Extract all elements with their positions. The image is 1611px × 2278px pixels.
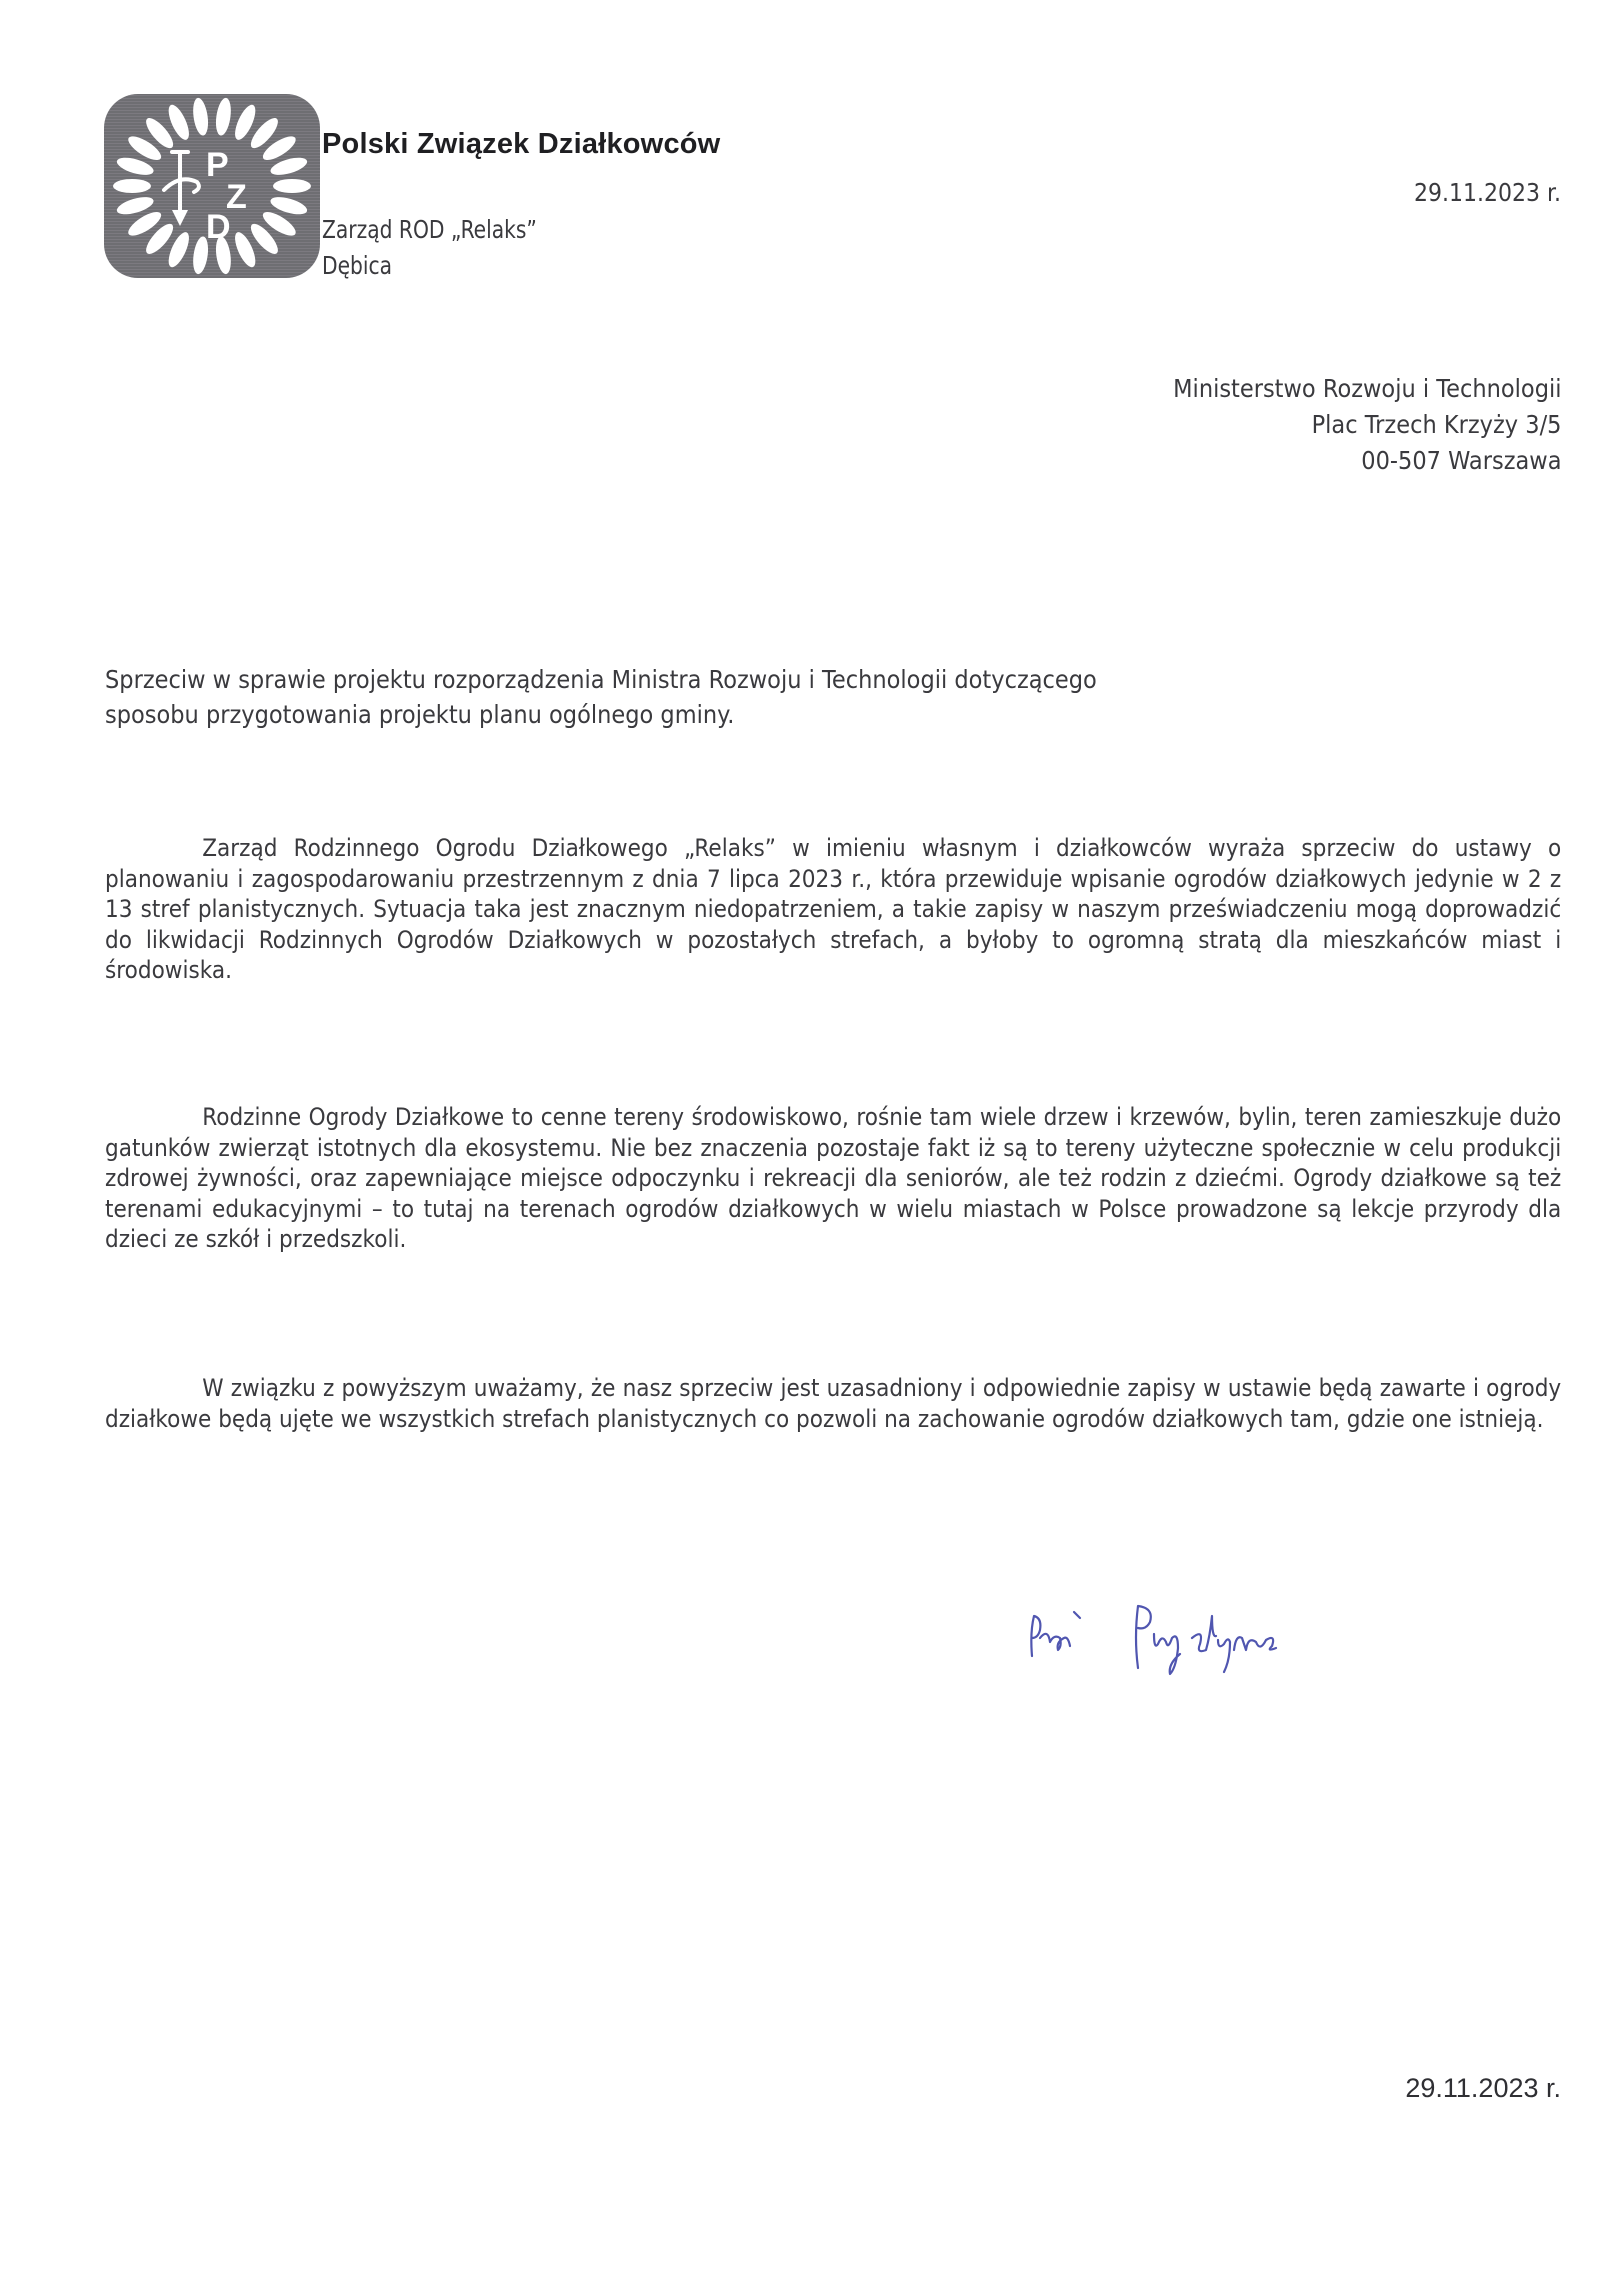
body-paragraph (105, 833, 1561, 986)
recipient-postal-city: 00-507 Warszawa (1360, 446, 1561, 475)
logo-petal (113, 179, 151, 193)
sender-city: Dębica (322, 251, 393, 280)
logo-letter-p: P (206, 146, 229, 184)
body-paragraph (105, 1102, 1561, 1255)
footer-date: 29.11.2023 r. (1405, 2073, 1561, 2103)
handwritten-signature-icon (1020, 1598, 1340, 1678)
sender-block (322, 212, 537, 284)
paragraph-text: W związku z powyższym uważamy, że nasz sprzeciw jest uzasadniony i odpowiednie zapisy w ustawie będą zawarte i ogrody działkowe będą ujęte we wszystkich strefach planistycznych co pozwoli na zachowanie ogrodów działkowych tam, gdzie one istnieją. (105, 1374, 1562, 1433)
body-paragraph (105, 1373, 1561, 1434)
pzd-sunflower-logo-icon (102, 92, 322, 280)
pzd-logo (102, 92, 322, 280)
signature (1020, 1598, 1340, 1678)
letter-date: 29.11.2023 r. (1414, 178, 1561, 207)
organization-name: Polski Związek Działkowców (322, 128, 721, 160)
recipient-name: Ministerstwo Rozwoju i Technologii (1172, 374, 1561, 403)
recipient-street: Plac Trzech Krzyży 3/5 (1311, 410, 1561, 439)
logo-letter-d: D (206, 208, 231, 246)
logo-petal (273, 179, 311, 193)
paragraph-text: Zarząd Rodzinnego Ogrodu Działkowego „Relaks” w imieniu własnym i działkowców wyraża sprzeciw do ustawy o planowaniu i zagospodarowaniu przestrzennym z dnia 7 lipca 2023 r., która przewiduje wpisanie ogrodów działkowych jedynie w 2 z 13 stref planistycznych. Sytuacja taka jest znacznym niedopatrzeniem, a takie zapisy w naszym przeświadczeniu mogą doprowadzić do likwidacji Rodzinnych Ogrodów Działkowych w pozostałych strefach, a byłoby to ogromną stratą dla mieszkańców miast i środowiska. (105, 834, 1562, 984)
board-name: Zarząd ROD „Relaks” (322, 215, 537, 244)
letter-subject: Sprzeciw w sprawie projektu rozporządzenia Ministra Rozwoju i Technologii dotyczącego sposobu przygotowania projektu planu ogólnego gminy. (105, 665, 1097, 729)
recipient-address (1173, 371, 1561, 479)
paragraph-text: Rodzinne Ogrody Działkowe to cenne tereny środowiskowo, rośnie tam wiele drzew i krzewów, bylin, teren zamieszkuje dużo gatunków zwierząt istotnych dla ekosystemu. Nie bez znaczenia pozostaje fakt iż są to tereny użyteczne społecznie w celu produkcji zdrowej żywności, oraz zapewniające miejsce odpoczynku i rekreacji dla seniorów, ale też rodzin z dziećmi. Ogrody działkowe są też terenami edukacyjnymi – to tutaj na terenach ogrodów działkowych w wielu miastach w Polsce prowadzone są lekcje przyrody dla dzieci ze szkół i przedszkoli. (105, 1103, 1562, 1253)
logo-letter-z: Z (226, 178, 247, 216)
